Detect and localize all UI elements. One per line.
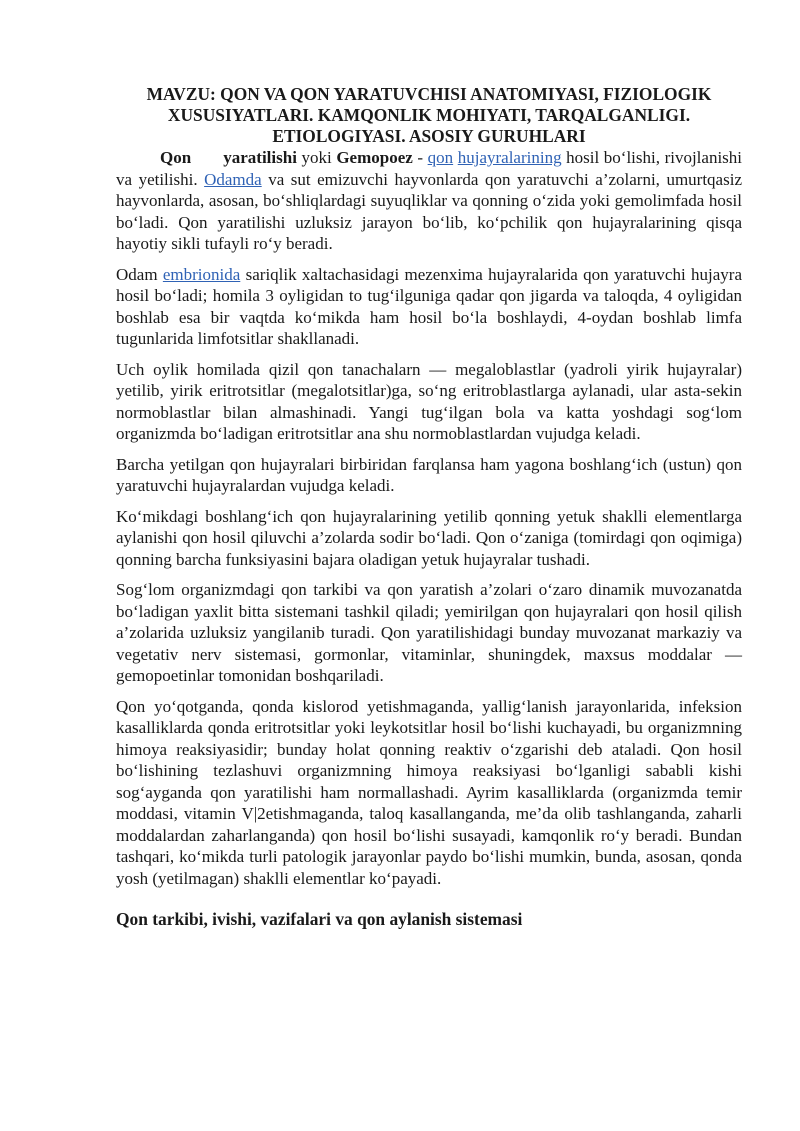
link-embrionida[interactable]: embrionida [162, 264, 241, 284]
paragraph-gemopoez: Qon yaratilishi yoki Gemopoez - qon hujayralarining hosil bo‘lishi, rivojlanishi va yetilishi. Odamda va sut emizuvchi hayvonlarda qon yaratuvchi a’zolarni, umurtqasiz hayvonlarda, asosan, bo‘shliqlardagi suyuqliklar va qonning o‘zida yoki gemolimfada hosil bo‘ladi. Qon yaratilishi uzluksiz jarayon bo‘lib, ko‘pchilik qon hujayralarining qisqa hayotiy sikli tufayli ro‘y beradi. [116, 148, 743, 253]
paragraph-embrion: Odam embrionida sariqlik xaltachasidagi mezenxima hujayralarida qon yaratuvchi hujayra hosil bo‘ladi; homila 3 oyligidan to tug‘ilguniga qadar qon jigarda va taloqda, 4 oyligidan boshlab esa bir vaqtda ko‘mikda ham hosil bo‘la boshlaydi, 4-oydan boshlab limfa tugunlarida limfotsitlar shakllanadi. [116, 264, 742, 348]
paragraph-megaloblast: Uch oylik homilada qizil qon tanachalarn — megaloblastlar (yadroli yirik hujayralar) yetilib, yirik eritrotsitlar (megalotsitlar)ga, so‘ng eritroblastlarga aylanadi, ular asta-sekin normoblastlar bilan almashinadi. Yangi tug‘ilgan bola va katta yoshdagi sog‘lom organizmda bo‘ladigan eritrotsitlar ana shu normoblastlardan vujudga keladi. [116, 359, 742, 443]
paragraph-balance: Sog‘lom organizmdagi qon tarkibi va qon yaratish a’zolari o‘zaro dinamik muvozanatda bo‘ladigan yaxlit bitta sistemani tashkil qiladi; yemirilgan qon hujayralari qon hosil qilish a’zolarida uzluksiz yangilanib turadi. Qon yaratilishidagi bunday muvozanat markaziy va vegetativ nerv sistemasi, gormonlar, vitaminlar, shuningdek, maxsus moddalar — gemopoetinlar tomonidan boshqariladi. [116, 580, 742, 685]
bold-term-qon: Qon [160, 148, 192, 167]
bold-term-yaratilishi: yaratilishi [223, 148, 297, 167]
paragraph-reactive-change: Qon yo‘qotganda, qonda kislorod yetishmaganda, yallig‘lanish jarayonlarida, infeksion kasalliklarda qonda eritrotsitlar yoki leykotsitlar hosil bo‘lishi kuchayadi, bu organizmning himoya reaksiyasidir; bunday holat qonning reaktiv o‘zgarishi deb ataladi. Qon hosil bo‘lishining tezlashuvi organizmning himoya reaksiyasi bo‘lganligi sababli kishi sog‘ayganda qon yaratilishi ham normallashadi. Ayrim kasalliklarda (organizmda temir moddasi, vitamin V|2etishmaganda, taloq kasallanganda, me’da olib tashlanganda, zaharli moddalardan zaharlanganda) qon hosil bo‘lishi susayadi, kamqonlik ro‘y beradi. Bundan tashqari, ko‘mikda turli patologik jarayonlar paydo bo‘lishi mumkin, bunda, asosan, qonda yosh (yetilmagan) shaklli elementlar ko‘payadi. [116, 696, 742, 888]
page-title: MAVZU: QON VA QON YARATUVCHISI ANATOMIYASI, FIZIOLOGIK XUSUSIYATLARI. KAMQONLIK MOHIYATI, TARQALGANLIGI. ETIOLOGIYASI. ASOSIY GURUHLARI [146, 84, 712, 146]
bold-term-gemopoez: Gemopoez [336, 148, 413, 167]
link-odamda[interactable]: Odamda [204, 169, 262, 189]
link-qon[interactable]: qon [427, 148, 454, 167]
paragraph-stem-cells: Barcha yetilgan qon hujayralari birbiridan farqlansa ham yagona boshlang‘ich (ustun) qon yaratuvchi hujayralardan vujudga keladi. [116, 454, 742, 495]
section-heading: Qon tarkibi, ivishi, vazifalari va qon aylanish sistemasi [116, 909, 523, 929]
paragraph-bone-marrow: Ko‘mikdagi boshlang‘ich qon hujayralarining yetilib qonning yetuk shaklli elementlarga aylanishi qon hosil qiluvchi a’zolarda sodir bo‘ladi. Qon o‘zaniga (tomirdagi qon oqimiga) qonning barcha funksiyasini bajara oladigan yetuk hujayralar tushadi. [116, 506, 742, 569]
document-body [116, 84, 742, 930]
link-hujayralarining[interactable]: hujayralarining [457, 148, 562, 167]
